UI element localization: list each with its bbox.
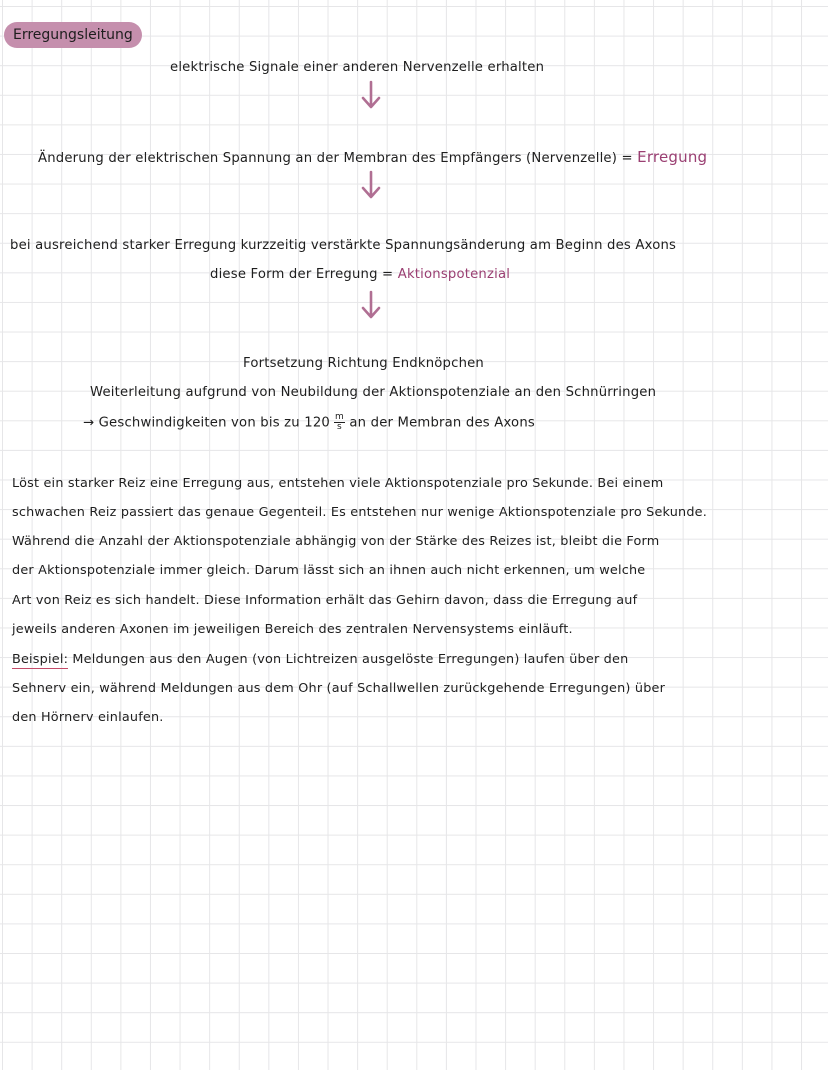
flow-step-3-line-1: bei ausreichend starker Erregung kurzzeitig verstärkte Spannungsänderung am Beginn des Axons <box>10 238 677 253</box>
unit-fraction <box>334 413 345 432</box>
flow-step-4-line-3 <box>83 413 535 433</box>
title-highlight <box>4 22 142 48</box>
paragraph-line: Art von Reiz es sich handelt. Diese Information erhält das Gehirn davon, dass die Erregung auf <box>12 593 638 608</box>
example-text-1: Meldungen aus den Augen (von Lichtreizen ausgelöste Erregungen) laufen über den <box>72 652 629 667</box>
example-line-2: Sehnerv ein, während Meldungen aus dem Ohr (auf Schallwellen zurückgehende Erregungen) über <box>12 681 666 696</box>
flow-step-4-line-1: Fortsetzung Richtung Endknöpchen <box>243 356 484 371</box>
speed-location-text: an der Membran des Axons <box>349 415 535 431</box>
flow-step-2 <box>38 148 707 168</box>
arrow-down-icon <box>360 290 382 320</box>
paragraph-line: Löst ein starker Reiz eine Erregung aus, entstehen viele Aktionspotenziale pro Sekunde. Bei einem <box>12 476 664 491</box>
unit-numerator: m <box>335 412 344 422</box>
arrow-down-icon <box>360 170 382 200</box>
flow-step-4-line-2: Weiterleitung aufgrund von Neubildung der Aktionspotenziale an den Schnürringen <box>90 385 657 400</box>
term-erregung: Erregung <box>637 148 708 166</box>
flow-step-3-text: diese Form der Erregung = <box>210 267 394 282</box>
page-title: Erregungsleitung <box>13 27 133 43</box>
arrow-down-icon <box>360 80 382 110</box>
flow-step-1: elektrische Signale einer anderen Nervenzelle erhalten <box>170 60 545 75</box>
unit-denominator: s <box>337 422 342 432</box>
paragraph-line: Während die Anzahl der Aktionspotenziale abhängig von der Stärke des Reizes ist, bleibt die Form <box>12 534 660 549</box>
flow-step-2-text: Änderung der elektrischen Spannung an der Membran des Empfängers (Nervenzelle) = <box>38 151 633 166</box>
example-line-1 <box>12 651 628 669</box>
term-aktionspotenzial: Aktionspotenzial <box>397 267 511 282</box>
paragraph-line: schwachen Reiz passiert das genaue Gegenteil. Es entstehen nur wenige Aktionspotenziale pro Sekunde. <box>12 505 708 520</box>
example-line-3: den Hörnerv einlaufen. <box>12 710 164 725</box>
speed-text: → Geschwindigkeiten von bis zu 120 <box>83 415 331 431</box>
flow-step-3-line-2 <box>210 266 510 284</box>
paragraph-line: jeweils anderen Axonen im jeweiligen Bereich des zentralen Nervensystems einläuft. <box>12 622 573 637</box>
paragraph-line: der Aktionspotenziale immer gleich. Darum lässt sich an ihnen auch nicht erkennen, um welche <box>12 563 646 578</box>
example-label: Beispiel: <box>12 652 69 667</box>
